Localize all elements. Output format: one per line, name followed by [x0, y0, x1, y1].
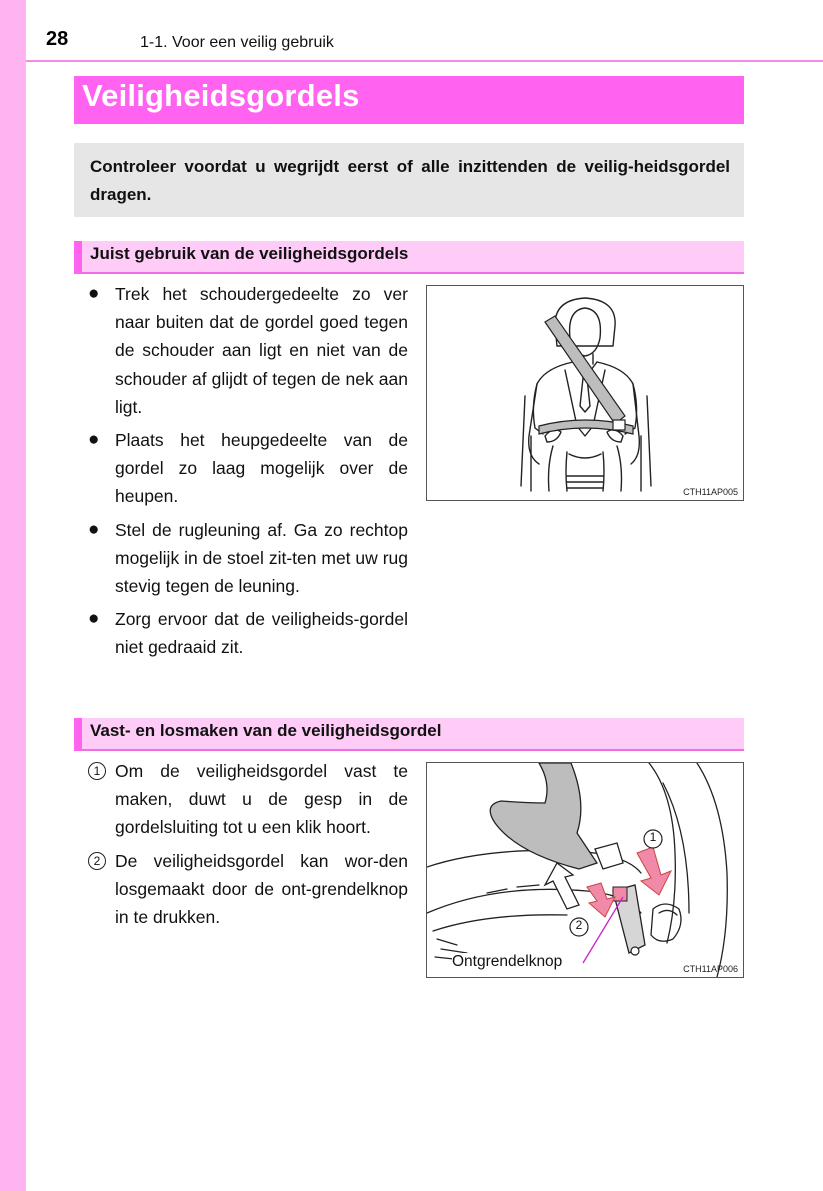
- bullet-list: [88, 280, 408, 667]
- callout-number: 2: [575, 918, 583, 932]
- seated-person-illustration: [427, 286, 743, 500]
- list-item: [88, 605, 408, 661]
- list-item-text: Trek het schoudergedeelte zo ver naar buiten dat de gordel goed tegen de schouder aan ligt en niet van de schouder af glijdt of tegen de nek aan ligt.: [115, 284, 408, 417]
- intro-text: Controleer voordat u wegrijdt eerst of alle inzittenden de veilig-heidsgordel dragen.: [90, 157, 730, 204]
- section-heading-correct-use: [74, 241, 744, 274]
- list-item-text: Stel de rugleuning af. Ga zo rechtop mogelijk in de stoel zit-ten met uw rug stevig tegen de leuning.: [115, 519, 408, 597]
- step-number-badge: 1: [88, 762, 106, 780]
- bullet-icon: ●: [88, 283, 100, 304]
- list-item-text: Om de veiligheidsgordel vast te maken, duwt u de gesp in de gordelsluiting tot u een klik hoort.: [115, 761, 408, 838]
- list-item: [88, 847, 408, 932]
- list-item-text: Zorg ervoor dat de veiligheids-gordel niet gedraaid zit.: [115, 609, 408, 658]
- figure-code: CTH11AP006: [683, 964, 738, 974]
- list-item: [88, 426, 408, 511]
- list-item-text: De veiligheidsgordel kan wor-den losgemaakt door de ont-grendelknop in te drukken.: [115, 850, 408, 928]
- running-header: 1-1. Voor een veilig gebruik: [140, 34, 334, 51]
- figure-seated-person-belt: [426, 285, 744, 501]
- side-color-strip: [0, 0, 26, 1191]
- list-item: [88, 757, 408, 842]
- header-divider: [26, 60, 823, 62]
- section-heading-fasten-release: [74, 718, 744, 751]
- bullet-icon: ●: [88, 429, 100, 451]
- list-item: [88, 516, 408, 601]
- bullet-icon: ●: [88, 518, 100, 540]
- step-number-badge: 2: [88, 852, 106, 870]
- release-button-label: Ontgrendelknop: [452, 953, 563, 970]
- page-title: Veiligheidsgordels: [82, 78, 360, 113]
- section-heading-text: Juist gebruik van de veiligheidsgordels: [90, 244, 409, 263]
- page-number: 28: [46, 28, 69, 50]
- buckle-illustration: [427, 763, 743, 977]
- section-heading-text: Vast- en losmaken van de veiligheidsgordel: [90, 721, 442, 740]
- figure-code: CTH11AP005: [683, 487, 738, 497]
- callout-number: 1: [649, 830, 657, 844]
- numbered-step-list: [88, 757, 408, 936]
- list-item: [88, 280, 408, 421]
- bullet-icon: ●: [88, 608, 100, 630]
- list-item-text: Plaats het heupgedeelte van de gordel zo laag mogelijk over de heupen.: [115, 430, 408, 507]
- figure-buckle-release: [426, 762, 744, 978]
